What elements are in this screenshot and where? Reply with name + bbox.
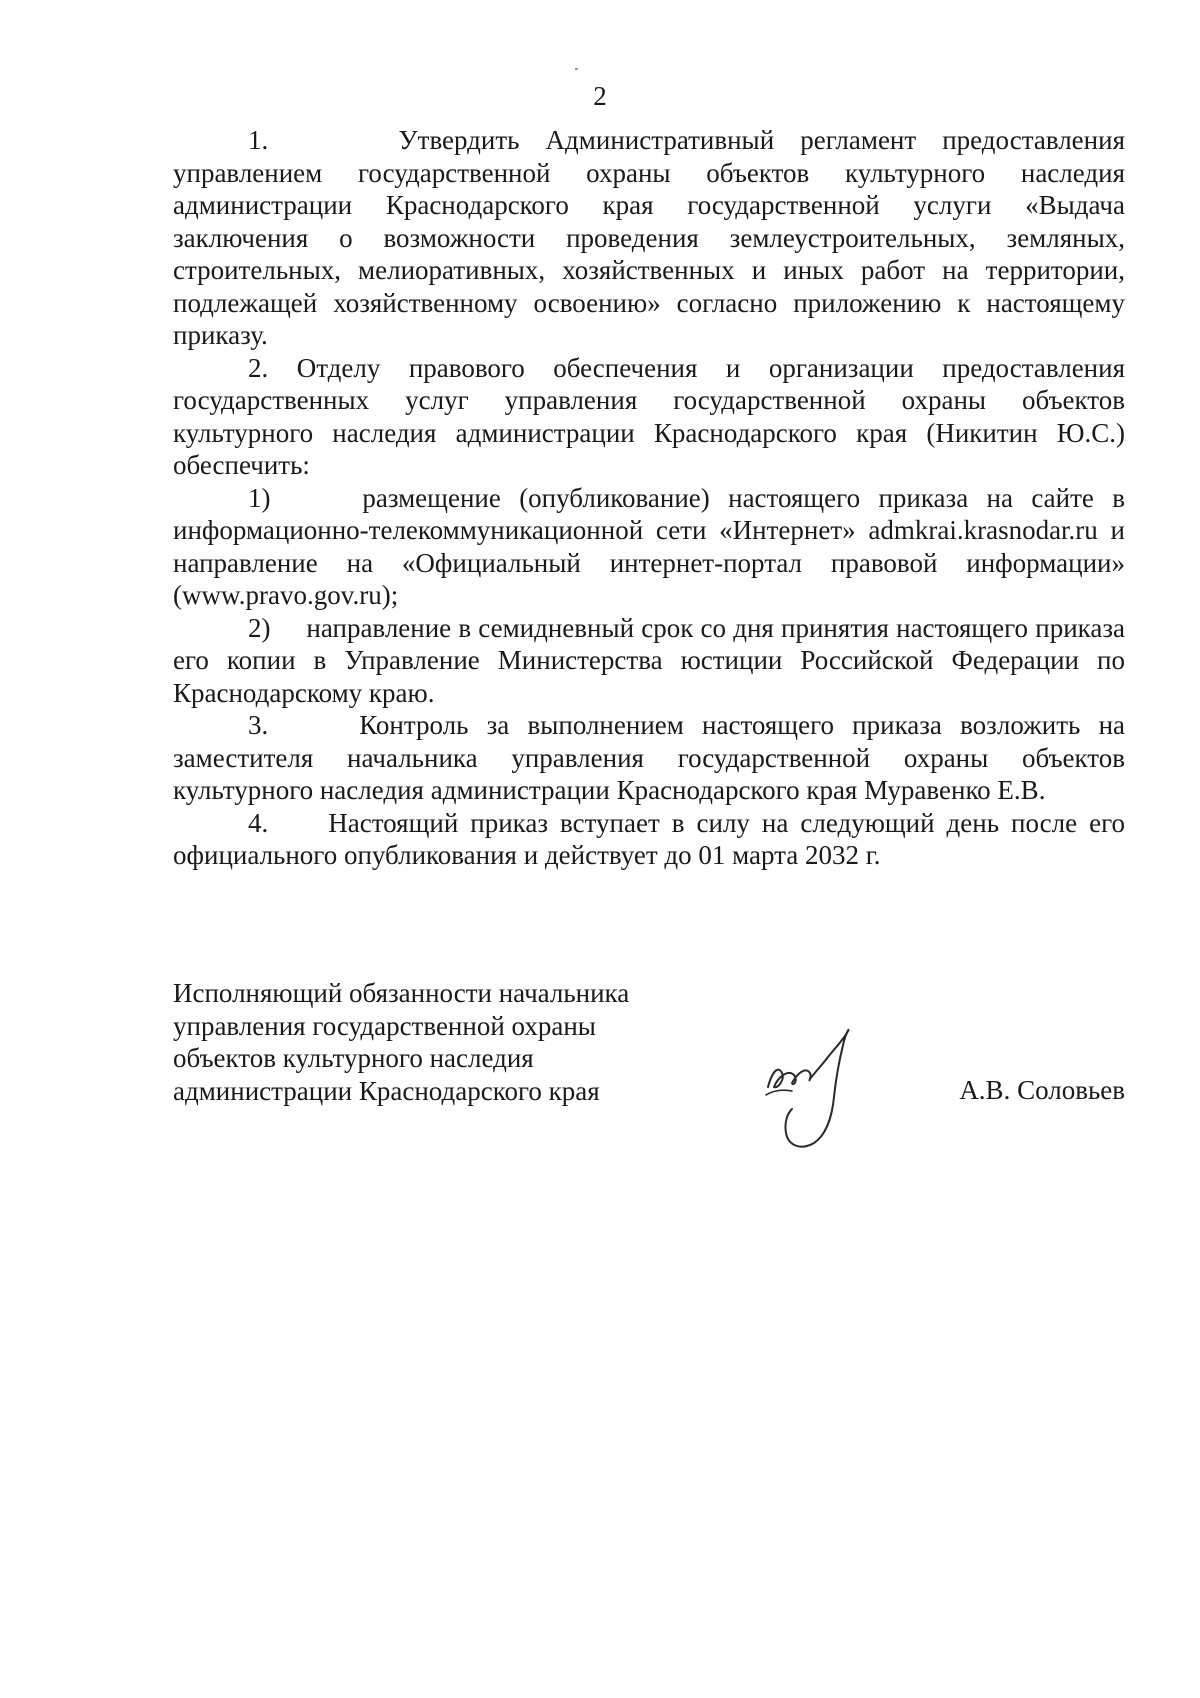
scan-artifact-dot bbox=[575, 68, 578, 70]
signatory-name: А.В. Соловьев bbox=[959, 1075, 1125, 1105]
paragraph-2: 2. Отделу правового обеспечения и организации предоставления государственных услуг управления государственной охраны объектов культурного наследия администрации Краснодарского края (Никитин Ю.С.) обеспечить: bbox=[173, 352, 1125, 480]
handwritten-signature bbox=[748, 1017, 868, 1177]
paragraph-3: 3. Контроль за выполнением настоящего приказа возложить на заместителя начальника управления государственной охраны объектов культурного наследия администрации Краснодарского края Муравенко Е.В. bbox=[173, 710, 1125, 805]
paragraph-1: 1. Утвердить Административный регламент предоставления управлением государственной охраны объектов культурного наследия администрации Краснодарского края государственной услуги «Выдача заключения о возможности проведения землеустроительных, земляных, строительных, мелиоративных, хозяйственных и иных работ на территории, подлежащей хозяйственному освоению» согласно приложению к настоящему приказу. bbox=[173, 125, 1125, 350]
signatory-position-line: Исполняющий обязанности начальника bbox=[173, 978, 630, 1008]
document-body bbox=[173, 124, 1125, 872]
subitem-2-2: 2) направление в семидневный срок со дня принятия настоящего приказа его копии в Управление Министерства юстиции Российской Федерации по Краснодарскому краю. bbox=[173, 612, 1125, 708]
signatory-position-line: администрации Краснодарского края bbox=[173, 1075, 600, 1106]
signatory-position bbox=[173, 977, 693, 1107]
paragraph-4: 4. Настоящий приказ вступает в силу на следующий день после его официального опубликования и действует до 01 марта 2032 г. bbox=[173, 807, 1125, 870]
subitem-2-1: 1) размещение (опубликование) настоящего приказа на сайте в информационно-телекоммуникационной сети «Интернет» admkrai.krasnodar.ru и направление на «Официальный интернет-портал правовой информации» (www.pravo.gov.ru); bbox=[173, 482, 1125, 610]
signatory-position-line: объектов культурного наследия bbox=[173, 1043, 534, 1073]
signatory-position-line: управления государственной охраны bbox=[173, 1010, 596, 1041]
page-number: 2 bbox=[593, 81, 607, 111]
signature-block bbox=[173, 977, 1125, 1177]
